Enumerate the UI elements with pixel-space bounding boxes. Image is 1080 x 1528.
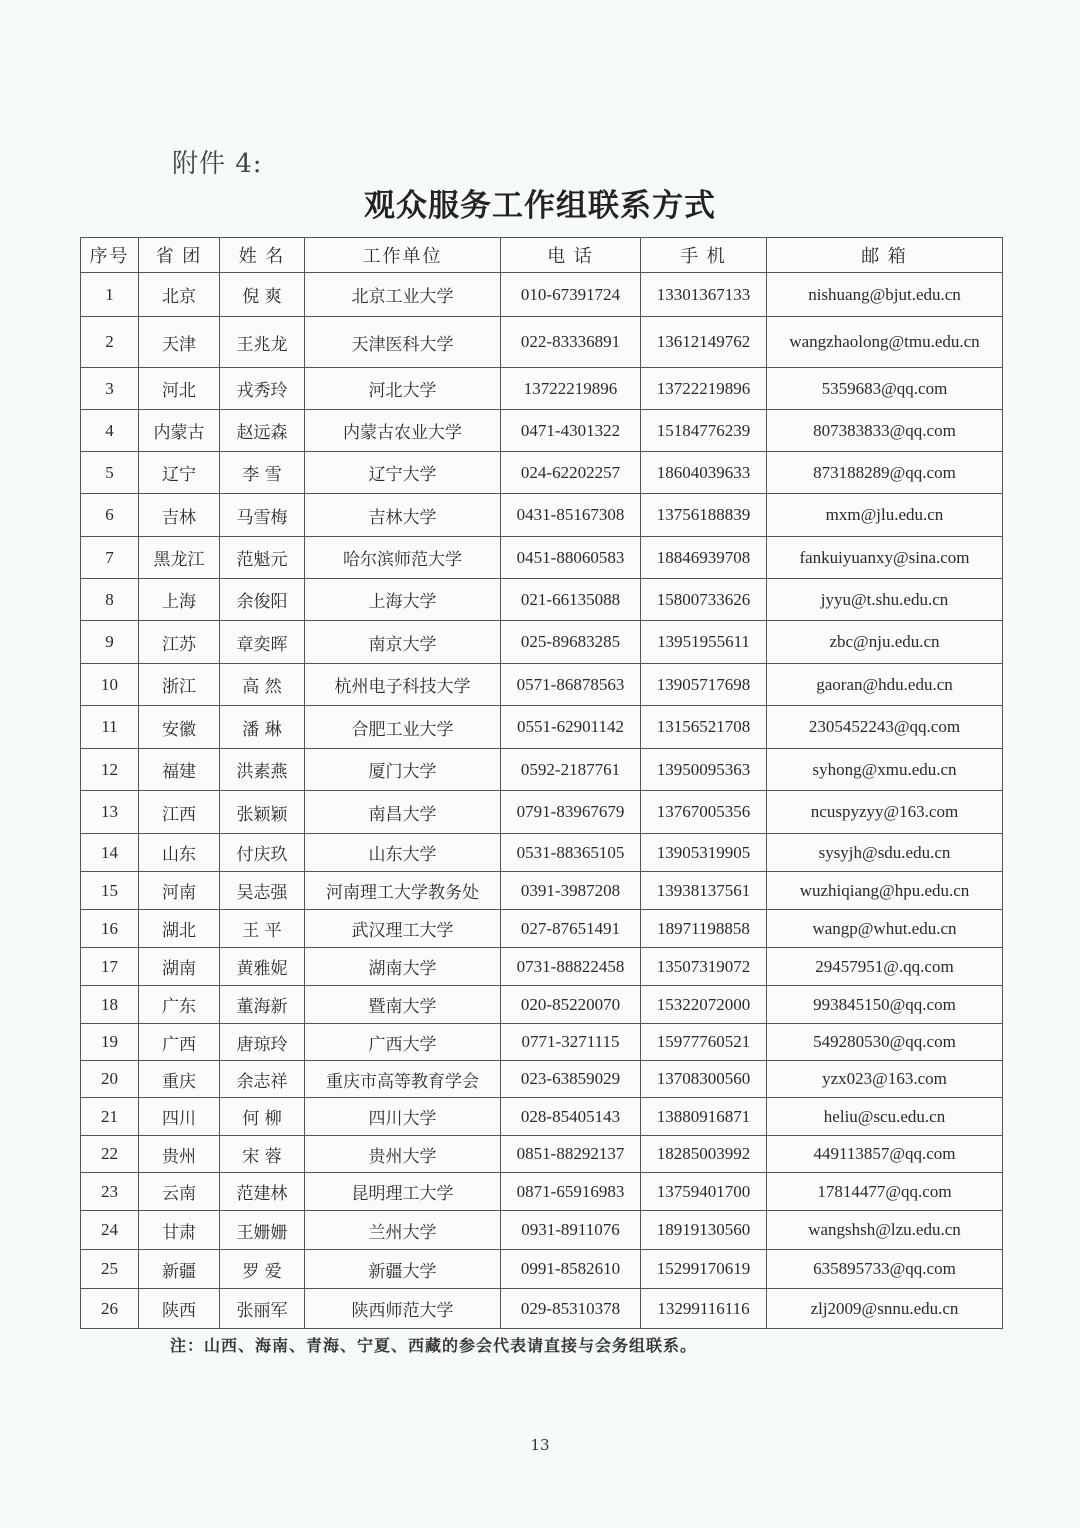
person-name: 宋 蓉	[220, 1136, 305, 1173]
email-address: wangzhaolong@tmu.edu.cn	[767, 317, 1003, 368]
telephone: 0771-3271115	[501, 1024, 641, 1061]
email-address: sysyjh@sdu.edu.cn	[767, 834, 1003, 872]
row-number: 20	[81, 1061, 139, 1098]
mobile-phone: 18285003992	[641, 1136, 767, 1173]
person-name: 王姗姗	[220, 1211, 305, 1250]
row-number: 3	[81, 368, 139, 410]
header-unit: 工作单位	[305, 238, 501, 273]
person-name: 范建林	[220, 1173, 305, 1211]
telephone: 023-63859029	[501, 1061, 641, 1098]
email-address: 807383833@qq.com	[767, 410, 1003, 452]
table-row	[81, 273, 1003, 317]
telephone: 029-85310378	[501, 1289, 641, 1329]
mobile-phone: 18919130560	[641, 1211, 767, 1250]
row-number: 10	[81, 664, 139, 706]
row-number: 1	[81, 273, 139, 317]
province: 北京	[139, 273, 220, 317]
email-address: 449113857@qq.com	[767, 1136, 1003, 1173]
table-header-row	[81, 238, 1003, 273]
table-row	[81, 494, 1003, 537]
province: 江苏	[139, 621, 220, 664]
mobile-phone: 13708300560	[641, 1061, 767, 1098]
province: 湖南	[139, 948, 220, 986]
table-row	[81, 706, 1003, 749]
footnote: 注：山西、海南、青海、宁夏、西藏的参会代表请直接与会务组联系。	[170, 1336, 698, 1355]
table-row	[81, 910, 1003, 948]
work-unit: 北京工业大学	[305, 273, 501, 317]
page-number: 13	[530, 1436, 550, 1454]
province: 浙江	[139, 664, 220, 706]
row-number: 8	[81, 579, 139, 621]
province: 江西	[139, 791, 220, 834]
email-address: wuzhiqiang@hpu.edu.cn	[767, 872, 1003, 910]
table-row	[81, 986, 1003, 1024]
person-name: 戎秀玲	[220, 368, 305, 410]
email-address: 635895733@qq.com	[767, 1250, 1003, 1289]
mobile-phone: 13156521708	[641, 706, 767, 749]
province: 四川	[139, 1098, 220, 1136]
province: 山东	[139, 834, 220, 872]
telephone: 0431-85167308	[501, 494, 641, 537]
work-unit: 昆明理工大学	[305, 1173, 501, 1211]
work-unit: 哈尔滨师范大学	[305, 537, 501, 579]
province: 陕西	[139, 1289, 220, 1329]
header-tel: 电 话	[501, 238, 641, 273]
row-number: 6	[81, 494, 139, 537]
person-name: 董海新	[220, 986, 305, 1024]
work-unit: 上海大学	[305, 579, 501, 621]
telephone: 0471-4301322	[501, 410, 641, 452]
person-name: 王兆龙	[220, 317, 305, 368]
mobile-phone: 15184776239	[641, 410, 767, 452]
telephone: 0871-65916983	[501, 1173, 641, 1211]
work-unit: 重庆市高等教育学会	[305, 1061, 501, 1098]
table-row	[81, 791, 1003, 834]
table-row	[81, 834, 1003, 872]
province: 天津	[139, 317, 220, 368]
header-mobile: 手 机	[641, 238, 767, 273]
row-number: 4	[81, 410, 139, 452]
email-address: 549280530@qq.com	[767, 1024, 1003, 1061]
email-address: gaoran@hdu.edu.cn	[767, 664, 1003, 706]
row-number: 26	[81, 1289, 139, 1329]
contact-table	[80, 237, 1003, 1329]
row-number: 5	[81, 452, 139, 494]
row-number: 14	[81, 834, 139, 872]
table-row	[81, 1250, 1003, 1289]
mobile-phone: 18971198858	[641, 910, 767, 948]
mobile-phone: 13301367133	[641, 273, 767, 317]
table-row	[81, 452, 1003, 494]
work-unit: 暨南大学	[305, 986, 501, 1024]
work-unit: 广西大学	[305, 1024, 501, 1061]
email-address: zlj2009@snnu.edu.cn	[767, 1289, 1003, 1329]
mobile-phone: 15800733626	[641, 579, 767, 621]
province: 黑龙江	[139, 537, 220, 579]
mobile-phone: 13299116116	[641, 1289, 767, 1329]
person-name: 马雪梅	[220, 494, 305, 537]
person-name: 吴志强	[220, 872, 305, 910]
person-name: 张丽军	[220, 1289, 305, 1329]
email-address: syhong@xmu.edu.cn	[767, 749, 1003, 791]
row-number: 24	[81, 1211, 139, 1250]
mobile-phone: 13950095363	[641, 749, 767, 791]
table-row	[81, 537, 1003, 579]
mobile-phone: 13759401700	[641, 1173, 767, 1211]
person-name: 范魁元	[220, 537, 305, 579]
telephone: 0592-2187761	[501, 749, 641, 791]
person-name: 罗 爱	[220, 1250, 305, 1289]
province: 广西	[139, 1024, 220, 1061]
mobile-phone: 13722219896	[641, 368, 767, 410]
work-unit: 南昌大学	[305, 791, 501, 834]
province: 辽宁	[139, 452, 220, 494]
work-unit: 河北大学	[305, 368, 501, 410]
mobile-phone: 13951955611	[641, 621, 767, 664]
email-address: 873188289@qq.com	[767, 452, 1003, 494]
province: 内蒙古	[139, 410, 220, 452]
mobile-phone: 18846939708	[641, 537, 767, 579]
work-unit: 合肥工业大学	[305, 706, 501, 749]
table-row	[81, 368, 1003, 410]
person-name: 洪素燕	[220, 749, 305, 791]
work-unit: 武汉理工大学	[305, 910, 501, 948]
person-name: 章奕晖	[220, 621, 305, 664]
mobile-phone: 13756188839	[641, 494, 767, 537]
mobile-phone: 18604039633	[641, 452, 767, 494]
email-address: 993845150@qq.com	[767, 986, 1003, 1024]
person-name: 高 然	[220, 664, 305, 706]
work-unit: 山东大学	[305, 834, 501, 872]
email-address: 5359683@qq.com	[767, 368, 1003, 410]
telephone: 0451-88060583	[501, 537, 641, 579]
work-unit: 陕西师范大学	[305, 1289, 501, 1329]
email-address: zbc@nju.edu.cn	[767, 621, 1003, 664]
email-address: jyyu@t.shu.edu.cn	[767, 579, 1003, 621]
mobile-phone: 13905717698	[641, 664, 767, 706]
row-number: 12	[81, 749, 139, 791]
telephone: 022-83336891	[501, 317, 641, 368]
work-unit: 吉林大学	[305, 494, 501, 537]
row-number: 19	[81, 1024, 139, 1061]
person-name: 潘 琳	[220, 706, 305, 749]
row-number: 16	[81, 910, 139, 948]
telephone: 0791-83967679	[501, 791, 641, 834]
table-row	[81, 1173, 1003, 1211]
table-row	[81, 1098, 1003, 1136]
work-unit: 河南理工大学教务处	[305, 872, 501, 910]
work-unit: 兰州大学	[305, 1211, 501, 1250]
telephone: 024-62202257	[501, 452, 641, 494]
email-address: 29457951@.qq.com	[767, 948, 1003, 986]
table-row	[81, 1024, 1003, 1061]
email-address: yzx023@163.com	[767, 1061, 1003, 1098]
work-unit: 贵州大学	[305, 1136, 501, 1173]
person-name: 余志祥	[220, 1061, 305, 1098]
telephone: 028-85405143	[501, 1098, 641, 1136]
row-number: 23	[81, 1173, 139, 1211]
province: 吉林	[139, 494, 220, 537]
email-address: 17814477@qq.com	[767, 1173, 1003, 1211]
row-number: 22	[81, 1136, 139, 1173]
province: 河北	[139, 368, 220, 410]
table-row	[81, 579, 1003, 621]
telephone: 0531-88365105	[501, 834, 641, 872]
person-name: 付庆玖	[220, 834, 305, 872]
work-unit: 天津医科大学	[305, 317, 501, 368]
table-row	[81, 1211, 1003, 1250]
mobile-phone: 15977760521	[641, 1024, 767, 1061]
person-name: 何 柳	[220, 1098, 305, 1136]
row-number: 9	[81, 621, 139, 664]
page-title: 观众服务工作组联系方式	[364, 188, 716, 224]
person-name: 倪 爽	[220, 273, 305, 317]
province: 上海	[139, 579, 220, 621]
work-unit: 南京大学	[305, 621, 501, 664]
telephone: 0391-3987208	[501, 872, 641, 910]
work-unit: 新疆大学	[305, 1250, 501, 1289]
province: 甘肃	[139, 1211, 220, 1250]
mobile-phone: 13767005356	[641, 791, 767, 834]
telephone: 0931-8911076	[501, 1211, 641, 1250]
person-name: 余俊阳	[220, 579, 305, 621]
telephone: 010-67391724	[501, 273, 641, 317]
row-number: 17	[81, 948, 139, 986]
row-number: 11	[81, 706, 139, 749]
work-unit: 四川大学	[305, 1098, 501, 1136]
attachment-label: 附件 4:	[172, 149, 263, 179]
header-email: 邮 箱	[767, 238, 1003, 273]
person-name: 唐琼玲	[220, 1024, 305, 1061]
mobile-phone: 13612149762	[641, 317, 767, 368]
table-row	[81, 1136, 1003, 1173]
mobile-phone: 13880916871	[641, 1098, 767, 1136]
province: 新疆	[139, 1250, 220, 1289]
email-address: wangp@whut.edu.cn	[767, 910, 1003, 948]
mobile-phone: 15299170619	[641, 1250, 767, 1289]
email-address: heliu@scu.edu.cn	[767, 1098, 1003, 1136]
row-number: 7	[81, 537, 139, 579]
person-name: 李 雪	[220, 452, 305, 494]
telephone: 0551-62901142	[501, 706, 641, 749]
telephone: 0731-88822458	[501, 948, 641, 986]
table-row	[81, 410, 1003, 452]
telephone: 13722219896	[501, 368, 641, 410]
work-unit: 内蒙古农业大学	[305, 410, 501, 452]
header-no: 序号	[81, 238, 139, 273]
telephone: 0991-8582610	[501, 1250, 641, 1289]
province: 贵州	[139, 1136, 220, 1173]
header-province: 省 团	[139, 238, 220, 273]
province: 安徽	[139, 706, 220, 749]
province: 湖北	[139, 910, 220, 948]
mobile-phone: 13938137561	[641, 872, 767, 910]
row-number: 2	[81, 317, 139, 368]
work-unit: 湖南大学	[305, 948, 501, 986]
telephone: 027-87651491	[501, 910, 641, 948]
table-row	[81, 317, 1003, 368]
province: 福建	[139, 749, 220, 791]
telephone: 0571-86878563	[501, 664, 641, 706]
table-row	[81, 872, 1003, 910]
telephone: 021-66135088	[501, 579, 641, 621]
work-unit: 厦门大学	[305, 749, 501, 791]
mobile-phone: 15322072000	[641, 986, 767, 1024]
table-row	[81, 1061, 1003, 1098]
person-name: 黄雅妮	[220, 948, 305, 986]
email-address: 2305452243@qq.com	[767, 706, 1003, 749]
province: 广东	[139, 986, 220, 1024]
email-address: nishuang@bjut.edu.cn	[767, 273, 1003, 317]
row-number: 15	[81, 872, 139, 910]
row-number: 13	[81, 791, 139, 834]
person-name: 赵远森	[220, 410, 305, 452]
email-address: wangshsh@lzu.edu.cn	[767, 1211, 1003, 1250]
header-name: 姓 名	[220, 238, 305, 273]
table-row	[81, 664, 1003, 706]
email-address: fankuiyuanxy@sina.com	[767, 537, 1003, 579]
person-name: 张颖颖	[220, 791, 305, 834]
telephone: 020-85220070	[501, 986, 641, 1024]
table-row	[81, 948, 1003, 986]
row-number: 21	[81, 1098, 139, 1136]
mobile-phone: 13507319072	[641, 948, 767, 986]
province: 河南	[139, 872, 220, 910]
row-number: 18	[81, 986, 139, 1024]
table-row	[81, 1289, 1003, 1329]
email-address: ncuspyzyy@163.com	[767, 791, 1003, 834]
telephone: 025-89683285	[501, 621, 641, 664]
work-unit: 杭州电子科技大学	[305, 664, 501, 706]
email-address: mxm@jlu.edu.cn	[767, 494, 1003, 537]
province: 云南	[139, 1173, 220, 1211]
mobile-phone: 13905319905	[641, 834, 767, 872]
telephone: 0851-88292137	[501, 1136, 641, 1173]
table-row	[81, 621, 1003, 664]
work-unit: 辽宁大学	[305, 452, 501, 494]
table-row	[81, 749, 1003, 791]
province: 重庆	[139, 1061, 220, 1098]
person-name: 王 平	[220, 910, 305, 948]
row-number: 25	[81, 1250, 139, 1289]
